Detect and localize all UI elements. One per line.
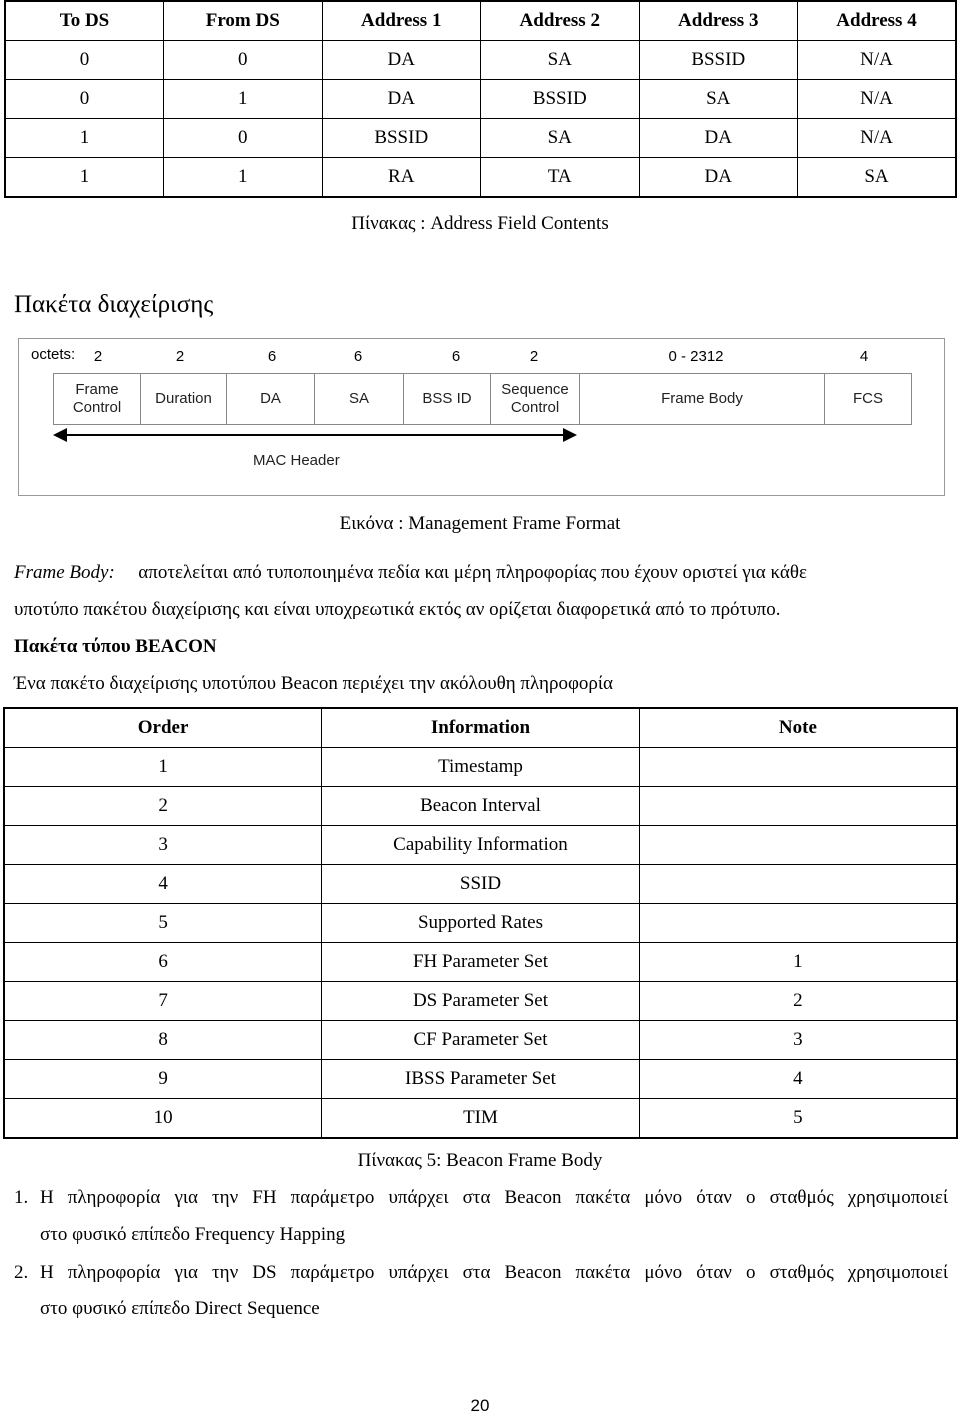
table-row	[4, 1099, 957, 1139]
table-cell: SA	[639, 80, 798, 119]
table-cell: 1	[5, 119, 164, 158]
note-text-continued: στο φυσικό επίπεδο Frequency Happing	[40, 1224, 346, 1245]
table-cell: FH Parameter Set	[322, 943, 640, 982]
frame-fields	[53, 373, 911, 425]
column-header: Order	[4, 708, 322, 748]
table-cell: DA	[639, 158, 798, 198]
table-cell: 4	[4, 865, 322, 904]
column-header: Address 2	[481, 1, 640, 41]
table-cell: 6	[4, 943, 322, 982]
octet-size: 2	[529, 348, 539, 365]
table-row	[4, 982, 957, 1021]
page-number: 20	[470, 1396, 490, 1415]
table-cell: 8	[4, 1021, 322, 1060]
octet-size: 6	[451, 348, 461, 365]
table-cell	[639, 787, 957, 826]
table-cell: 3	[639, 1021, 957, 1060]
beacon-table-caption: Πίνακας 5: Beacon Frame Body	[357, 1150, 603, 1171]
table-cell: DS Parameter Set	[322, 982, 640, 1021]
table-cell: Beacon Interval	[322, 787, 640, 826]
table-row	[4, 748, 957, 787]
table-row	[4, 865, 957, 904]
note-number: 2.	[14, 1262, 29, 1283]
table-cell	[639, 748, 957, 787]
table-cell: 1	[164, 80, 323, 119]
table-header-row	[4, 708, 957, 748]
diagram-caption: Εικόνα : Management Frame Format	[339, 513, 621, 534]
table-cell: Timestamp	[322, 748, 640, 787]
arrow-right-icon	[563, 428, 577, 442]
management-frame-diagram	[18, 338, 945, 496]
table-cell: 1	[639, 943, 957, 982]
table-cell: 2	[639, 982, 957, 1021]
table-cell: DA	[322, 41, 481, 80]
address-table-caption: Πίνακας : Address Field Contents	[351, 213, 609, 234]
field-label: Duration	[155, 390, 212, 407]
section-heading: Πακέτα διαχείρισης	[14, 291, 214, 318]
beacon-heading: Πακέτα τύπου BEACON	[14, 636, 217, 657]
table-cell: TIM	[322, 1099, 640, 1139]
table-cell: TA	[481, 158, 640, 198]
table-cell: 1	[5, 158, 164, 198]
table-cell: DA	[322, 80, 481, 119]
table-cell: N/A	[798, 41, 957, 80]
octet-size: 2	[93, 348, 103, 365]
note-number: 1.	[14, 1187, 29, 1208]
mac-header-label: MAC Header	[253, 452, 340, 469]
table-cell: BSSID	[481, 80, 640, 119]
table-row	[4, 904, 957, 943]
table-row	[4, 1021, 957, 1060]
field-label: Control	[72, 399, 122, 416]
octet-size: 6	[267, 348, 277, 365]
address-field-table	[4, 0, 957, 198]
table-cell	[639, 865, 957, 904]
table-cell	[639, 826, 957, 865]
field-label: Frame Body	[661, 390, 743, 407]
column-header: Address 4	[798, 1, 957, 41]
table-row	[5, 41, 956, 80]
column-header: Information	[322, 708, 640, 748]
table-cell: BSSID	[322, 119, 481, 158]
table-cell: 1	[164, 158, 323, 198]
table-row	[4, 943, 957, 982]
table-cell: CF Parameter Set	[322, 1021, 640, 1060]
frame-body-text-continued: υποτύπο πακέτου διαχείρισης και είναι υποχρεωτικά εκτός αν ορίζεται διαφορετικά από το πρότυπο.	[14, 599, 781, 620]
table-cell: N/A	[798, 80, 957, 119]
field-label: Frame	[75, 381, 119, 398]
table-cell: Capability Information	[322, 826, 640, 865]
mac-header-span-line	[63, 434, 563, 436]
octet-size: 0 - 2312	[668, 348, 724, 365]
note-text: Η πληροφορία για την DS παράμετρο υπάρχει στα Beacon πακέτα μόνο όταν ο σταθμός χρησιμοποιεί	[40, 1262, 948, 1283]
table-row	[4, 826, 957, 865]
table-cell: Supported Rates	[322, 904, 640, 943]
table-cell: 0	[5, 80, 164, 119]
table-row	[5, 119, 956, 158]
column-header: To DS	[5, 1, 164, 41]
field-label: BSS ID	[422, 390, 472, 407]
beacon-frame-table	[3, 707, 958, 1139]
table-header-row	[5, 1, 956, 41]
field-label: Control	[510, 399, 560, 416]
table-row	[5, 158, 956, 198]
column-header: Address 1	[322, 1, 481, 41]
octet-size: 6	[353, 348, 363, 365]
field-label: FCS	[853, 390, 883, 407]
frame-body-label: Frame Body:	[14, 562, 115, 583]
column-header: From DS	[164, 1, 323, 41]
table-cell: 4	[639, 1060, 957, 1099]
table-row	[4, 787, 957, 826]
field-duration	[140, 373, 227, 425]
table-cell: 1	[4, 748, 322, 787]
table-cell: SSID	[322, 865, 640, 904]
table-cell: SA	[798, 158, 957, 198]
field-label: DA	[260, 390, 281, 407]
octet-size: 2	[175, 348, 185, 365]
field-label: Sequence	[501, 381, 569, 398]
table-cell: 2	[4, 787, 322, 826]
column-header: Note	[639, 708, 957, 748]
field-frame-control	[53, 373, 141, 425]
table-cell: BSSID	[639, 41, 798, 80]
note-text-continued: στο φυσικό επίπεδο Direct Sequence	[40, 1298, 320, 1319]
table-cell: 0	[5, 41, 164, 80]
field-frame-body	[579, 373, 825, 425]
frame-body-text: αποτελείται από τυποποιημένα πεδία και μέρη πληροφορίας που έχουν οριστεί για κάθε	[138, 562, 807, 583]
table-cell: DA	[639, 119, 798, 158]
table-cell: SA	[481, 119, 640, 158]
frame-body-paragraph	[14, 562, 807, 584]
table-cell: 0	[164, 41, 323, 80]
octet-size: 4	[859, 348, 869, 365]
table-cell: 5	[4, 904, 322, 943]
table-cell: IBSS Parameter Set	[322, 1060, 640, 1099]
field-label: SA	[348, 390, 369, 407]
field-sequence-control	[490, 373, 580, 425]
table-row	[5, 80, 956, 119]
note-text: Η πληροφορία για την FH παράμετρο υπάρχει στα Beacon πακέτα μόνο όταν ο σταθμός χρησιμοποιεί	[40, 1187, 948, 1208]
table-cell: 9	[4, 1060, 322, 1099]
table-cell: SA	[481, 41, 640, 80]
table-cell: 7	[4, 982, 322, 1021]
column-header: Address 3	[639, 1, 798, 41]
field-da	[226, 373, 315, 425]
table-cell: N/A	[798, 119, 957, 158]
table-cell: 10	[4, 1099, 322, 1139]
beacon-intro: Ένα πακέτο διαχείρισης υποτύπου Beacon περιέχει την ακόλουθη πληροφορία	[14, 673, 613, 694]
table-cell: 3	[4, 826, 322, 865]
table-cell: 5	[639, 1099, 957, 1139]
table-cell: 0	[164, 119, 323, 158]
table-row	[4, 1060, 957, 1099]
field-bss-id	[403, 373, 491, 425]
octets-label: octets:	[31, 346, 76, 363]
field-fcs	[824, 373, 912, 425]
field-sa	[314, 373, 404, 425]
table-cell: RA	[322, 158, 481, 198]
table-cell	[639, 904, 957, 943]
